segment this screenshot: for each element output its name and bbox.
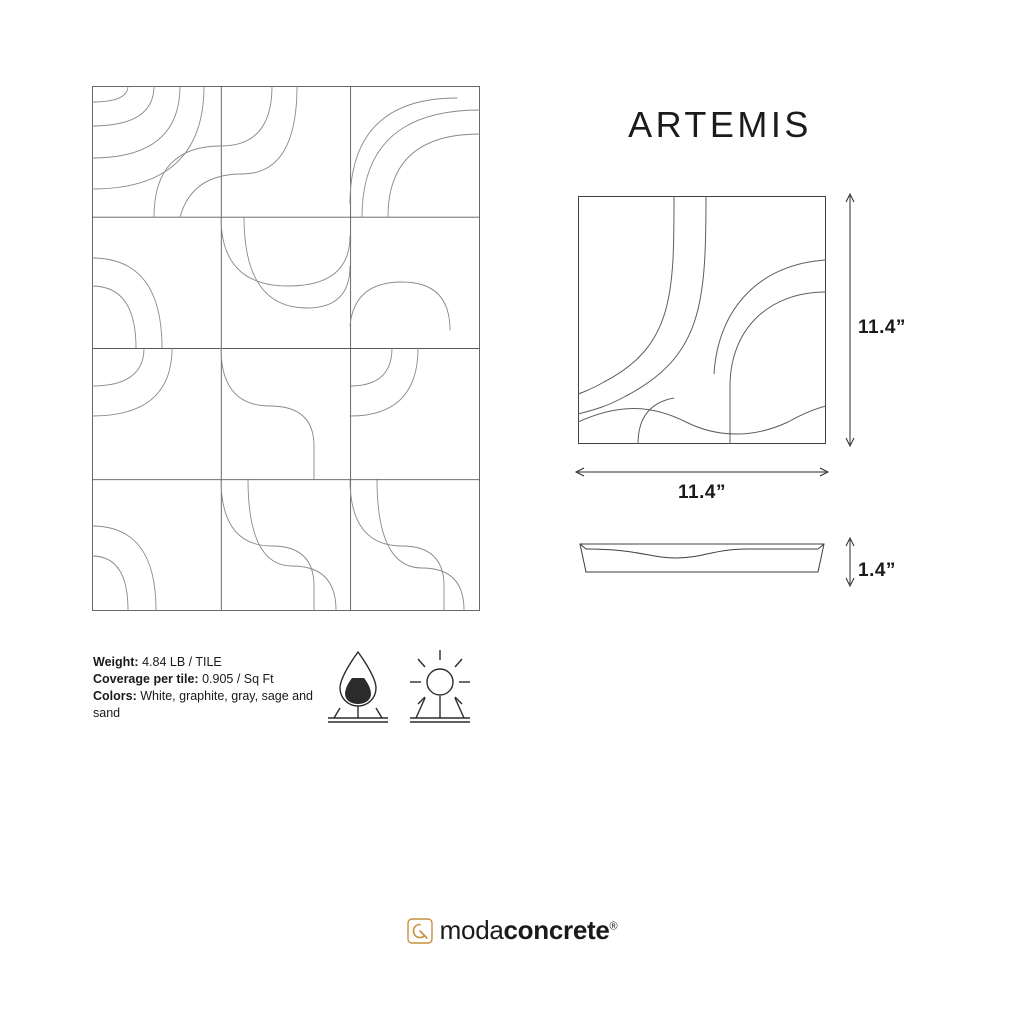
- dimension-width-label: 11.4”: [678, 482, 726, 503]
- tile-side-svg: [578, 536, 826, 580]
- spec-coverage-label: Coverage per tile:: [93, 672, 199, 686]
- spec-weight: [93, 654, 333, 671]
- spec-colors: [93, 688, 333, 722]
- water-resistant-icon: [328, 652, 388, 722]
- logo-wordmark: [440, 915, 618, 946]
- spec-coverage-value: 0.905 / Sq Ft: [198, 672, 274, 686]
- page-title: ARTEMIS: [628, 104, 812, 145]
- spec-coverage: [93, 671, 333, 688]
- registered-mark: ®: [609, 920, 618, 933]
- specifications-block: [93, 654, 333, 722]
- logo-word-moda: moda: [439, 915, 504, 945]
- tile-pattern-layout: [92, 86, 480, 611]
- logo: [407, 915, 618, 946]
- spec-colors-value: White, graphite, gray, sage and sand: [93, 689, 314, 720]
- brand-footer: [0, 915, 1024, 949]
- tile-side-view: [578, 536, 826, 580]
- logo-word-concrete: concrete: [503, 915, 610, 945]
- spec-weight-label: Weight:: [93, 655, 139, 669]
- logo-mark-svg: [407, 918, 433, 944]
- modaconcrete-mark-icon: [407, 918, 433, 944]
- spec-colors-label: Colors:: [93, 689, 137, 703]
- feature-icons-svg: [320, 646, 490, 732]
- dimension-height-label: 11.4”: [858, 317, 906, 338]
- dimension-depth-label: 1.4”: [858, 560, 896, 581]
- pattern-svg: [92, 86, 480, 611]
- uv-sun-resistant-icon: [410, 650, 470, 722]
- feature-icons: [320, 646, 490, 732]
- spec-weight-value: 4.84 LB / TILE: [138, 655, 222, 669]
